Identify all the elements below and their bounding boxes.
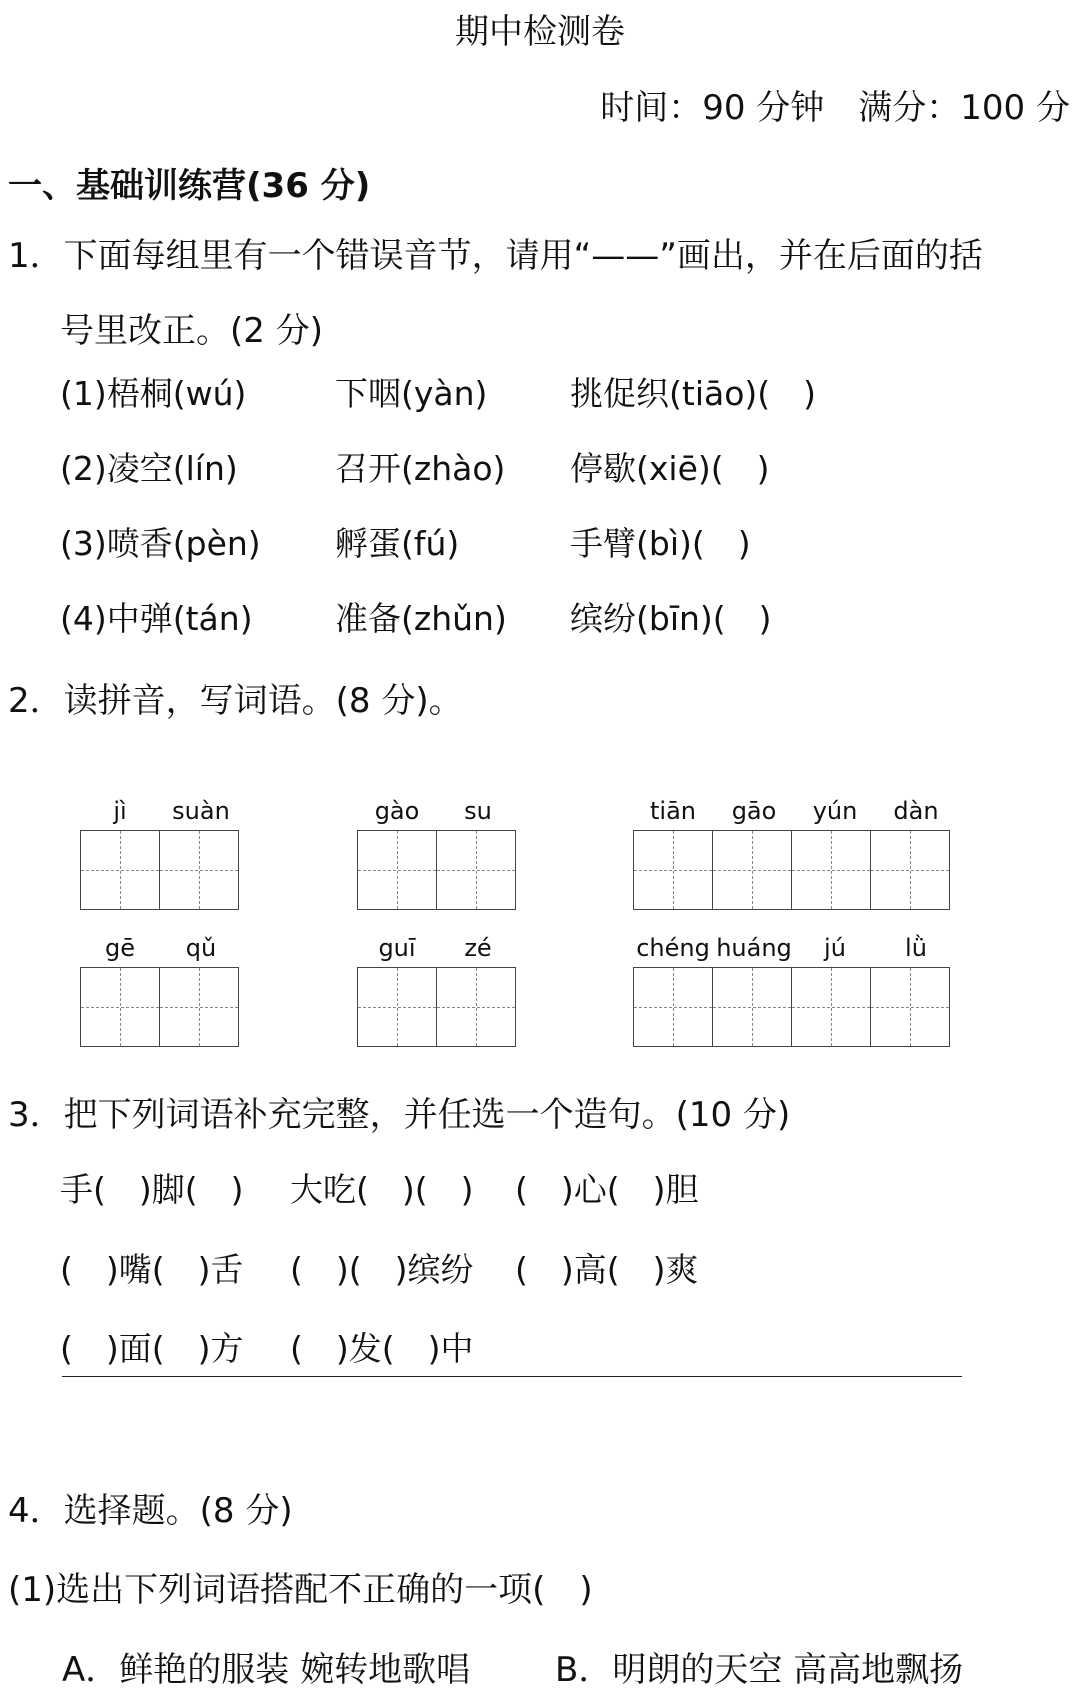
writing-grid[interactable] (633, 967, 949, 1047)
q4-option-a[interactable]: A．鲜艳的服装 婉转地歌唱 (62, 1650, 471, 1690)
q3-row2-c: ( )高( )爽 (515, 1250, 699, 1289)
q3-row1-c: ( )心( )胆 (515, 1170, 699, 1209)
writing-cell[interactable] (436, 967, 516, 1047)
page-title: 期中检测卷 (455, 12, 625, 52)
pinyin: dàn (893, 797, 939, 825)
q1-row2-b: 召开(zhào) (335, 449, 506, 488)
q4-stem: 4．选择题。(8 分) (8, 1491, 293, 1531)
pinyin: lǜ (905, 934, 927, 962)
pinyin: huáng (716, 934, 792, 962)
q1-row4-b: 准备(zhǔn) (335, 599, 507, 638)
pinyin: chéng (636, 934, 710, 962)
pinyin: zé (464, 934, 492, 962)
writing-cell[interactable] (159, 967, 239, 1047)
writing-cell[interactable] (870, 967, 950, 1047)
q4-sub1: (1)选出下列词语搭配不正确的一项( ) (8, 1570, 593, 1610)
answer-line[interactable] (62, 1376, 962, 1377)
q1-stem-line2: 号里改正。(2 分) (60, 311, 323, 351)
pinyin: gē (105, 934, 135, 962)
q1-stem-line1: 1．下面每组里有一个错误音节，请用“——”画出，并在后面的括 (8, 236, 983, 276)
pinyin: tiān (650, 797, 696, 825)
q3-row2-b: ( )( )缤纷 (290, 1250, 474, 1289)
q3-row1-a: 手( )脚( ) (60, 1170, 244, 1209)
pinyin: su (464, 797, 492, 825)
writing-cell[interactable] (633, 830, 713, 910)
pinyin: jú (824, 934, 846, 962)
writing-cell[interactable] (80, 830, 160, 910)
q1-row1-b: 下咽(yàn) (335, 374, 488, 413)
q3-row2-a: ( )嘴( )舌 (60, 1250, 244, 1289)
q1-row3-c: 手臂(bì)( ) (570, 524, 751, 563)
writing-cell[interactable] (712, 830, 792, 910)
q1-row2-a: (2)凌空(lín) (60, 449, 238, 488)
writing-cell[interactable] (633, 967, 713, 1047)
writing-cell[interactable] (357, 830, 437, 910)
writing-cell[interactable] (357, 967, 437, 1047)
writing-grid[interactable] (80, 967, 238, 1047)
q3-row3-b: ( )发( )中 (290, 1329, 474, 1368)
pinyin: qǔ (185, 934, 217, 962)
q1-row1-a: (1)梧桐(wú) (60, 374, 247, 413)
q1-row3-a: (3)喷香(pèn) (60, 524, 261, 563)
writing-cell[interactable] (870, 830, 950, 910)
q1-row4-c: 缤纷(bīn)( ) (570, 599, 772, 638)
writing-cell[interactable] (791, 967, 871, 1047)
writing-cell[interactable] (791, 830, 871, 910)
pinyin: yún (812, 797, 858, 825)
writing-cell[interactable] (712, 967, 792, 1047)
q1-row2-c: 停歇(xiē)( ) (570, 449, 770, 488)
q3-row3-a: ( )面( )方 (60, 1329, 244, 1368)
pinyin: gào (374, 797, 420, 825)
writing-cell[interactable] (159, 830, 239, 910)
q1-row3-b: 孵蛋(fú) (335, 524, 460, 563)
q4-option-b[interactable]: B．明朗的天空 高高地飘扬 (555, 1650, 964, 1690)
exam-meta: 时间：90 分钟 满分：100 分 (600, 88, 1070, 128)
q1-row1-c: 挑促织(tiāo)( ) (570, 374, 817, 413)
writing-grid[interactable] (357, 830, 515, 910)
writing-grid[interactable] (80, 830, 238, 910)
section-title: 一、基础训练营(36 分) (8, 166, 371, 206)
writing-grid[interactable] (633, 830, 949, 910)
q1-row4-a: (4)中弹(tán) (60, 599, 253, 638)
pinyin: suàn (172, 797, 230, 825)
pinyin: gāo (731, 797, 777, 825)
q3-stem: 3．把下列词语补充完整，并任选一个造句。(10 分) (8, 1095, 791, 1135)
writing-cell[interactable] (436, 830, 516, 910)
q3-row1-b: 大吃( )( ) (290, 1170, 474, 1209)
pinyin: jì (113, 797, 127, 825)
pinyin: guī (378, 934, 416, 962)
q2-stem: 2．读拼音，写词语。(8 分)。 (8, 681, 463, 721)
writing-grid[interactable] (357, 967, 515, 1047)
writing-cell[interactable] (80, 967, 160, 1047)
